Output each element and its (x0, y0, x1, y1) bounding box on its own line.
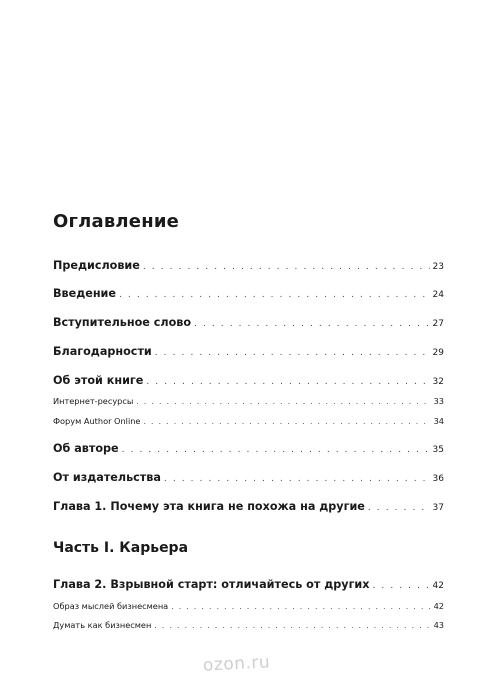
entry-page-number: 43 (433, 620, 444, 630)
entry-title: Об авторе (53, 442, 119, 455)
toc-subentry (53, 619, 444, 631)
entry-title: Вступительное слово (53, 316, 192, 329)
entry-page-number: 23 (432, 262, 444, 272)
entry-title: Введение (53, 287, 116, 300)
toc-entry (53, 344, 444, 360)
toc-entry (53, 577, 444, 593)
entry-title: Образ мыслей бизнесмена (53, 601, 169, 611)
toc-entry (53, 286, 444, 302)
entry-page-number: 34 (433, 416, 444, 426)
dot-leader (146, 374, 429, 390)
toc-entry (53, 315, 444, 331)
dot-leader (372, 578, 429, 594)
entry-title: Интернет-ресурсы (53, 396, 134, 406)
entry-page-number: 36 (432, 474, 444, 484)
part-heading: Часть I. Карьера (53, 540, 189, 556)
ozon-watermark: ozon.ru (202, 652, 271, 676)
dot-leader (154, 620, 430, 632)
toc-entry (53, 373, 444, 389)
dot-leader (164, 471, 430, 487)
dot-leader (368, 500, 430, 516)
entry-page-number: 42 (432, 581, 444, 591)
entry-title: Об этой книге (53, 374, 144, 387)
dot-leader (119, 287, 430, 303)
entry-title: Думать как бизнесмен (53, 620, 152, 630)
entry-title: От издательства (53, 471, 161, 484)
dot-leader (136, 396, 430, 408)
toc-entry (53, 441, 444, 457)
toc-subentry (53, 395, 444, 407)
entry-title: Глава 2. Взрывной старт: отличайтесь от других (53, 578, 370, 591)
entry-page-number: 27 (432, 319, 444, 329)
dot-leader (143, 416, 430, 428)
entry-title: Глава 1. Почему эта книга не похожа на другие (53, 500, 365, 513)
entry-page-number: 24 (432, 290, 444, 300)
toc-subentry (53, 600, 444, 612)
toc-entry (53, 258, 444, 274)
toc-entry (53, 470, 444, 486)
entry-title: Предисловие (53, 259, 140, 272)
toc-entry (53, 499, 444, 515)
entry-page-number: 29 (432, 348, 444, 358)
toc-subentry (53, 415, 444, 427)
entry-title: Форум Author Online (53, 416, 141, 426)
dot-leader (155, 345, 430, 361)
entry-page-number: 35 (432, 445, 444, 455)
entry-title: Благодарности (53, 345, 152, 358)
dot-leader (122, 442, 430, 458)
entry-page-number: 32 (432, 377, 444, 387)
dot-leader (143, 259, 430, 275)
entry-page-number: 37 (432, 503, 444, 513)
entry-page-number: 42 (433, 601, 444, 611)
dot-leader (171, 601, 430, 613)
entry-page-number: 33 (433, 396, 444, 406)
toc-heading: Оглавление (53, 211, 180, 232)
dot-leader (194, 316, 430, 332)
